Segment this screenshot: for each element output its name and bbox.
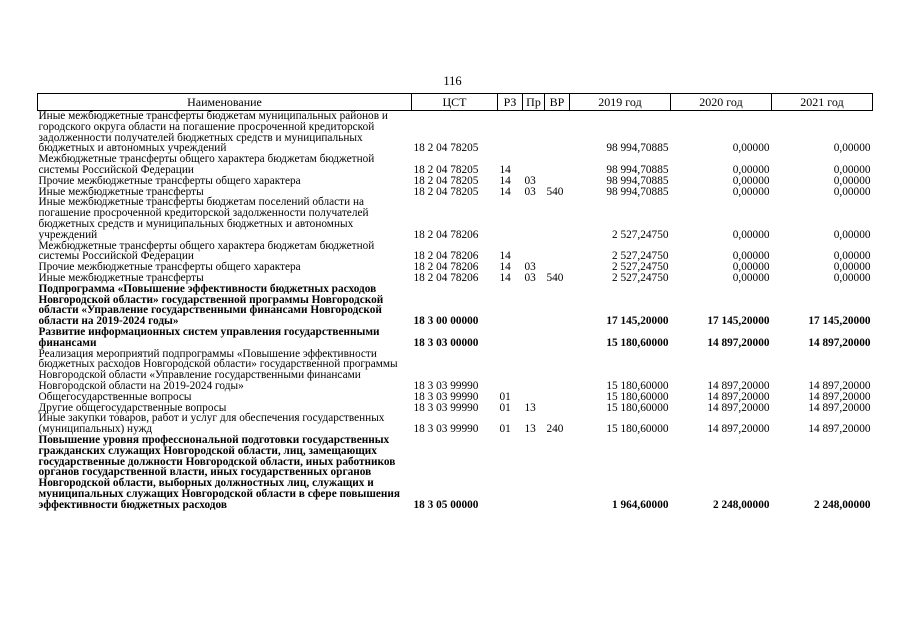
value-2020-cell: 17 145,20000 <box>707 315 770 328</box>
value-2019-cell: 2 527,24750 <box>612 261 669 274</box>
rz-cell <box>498 327 523 349</box>
cst-cell: 18 3 05 00000 <box>413 498 479 511</box>
vr-cell: 240 <box>546 423 564 436</box>
cst-cell: 18 3 03 99990 <box>413 401 479 414</box>
value-2020-cell: 0,00000 <box>732 250 770 263</box>
pr-cell <box>523 241 545 263</box>
value-2021-cell: 17 145,20000 <box>808 315 871 328</box>
header-2019: 2019 год <box>570 94 671 111</box>
cst-cell: 18 2 04 78205 <box>413 142 479 155</box>
value-2019-cell: 15 180,60000 <box>606 379 669 392</box>
value-2019-cell: 2 527,24750 <box>612 228 669 241</box>
name-cell: Прочие межбюджетные трансферты общего характера <box>38 261 301 274</box>
vr-cell: 540 <box>546 185 564 198</box>
vr-cell <box>545 327 570 349</box>
table-header-row <box>38 94 873 111</box>
cst-cell: 18 2 04 78205 <box>413 185 479 198</box>
table-row <box>38 111 873 155</box>
value-2019-cell: 15 180,60000 <box>606 423 669 436</box>
value-2019-cell: 98 994,70885 <box>606 174 669 187</box>
value-2021-cell: 14 897,20000 <box>808 336 871 349</box>
table-row <box>38 176 873 187</box>
table-body <box>38 111 873 511</box>
name-cell: Иные межбюджетные трансферты бюджетам поселений области на погашение просроченной кредиторской задолженности получателей бюджетных средств и муниципальных бюджетных и автономных учреждений <box>38 196 369 241</box>
value-2020-cell: 0,00000 <box>732 163 770 176</box>
value-2020-cell: 0,00000 <box>732 261 770 274</box>
cst-cell: 18 2 04 78206 <box>413 228 479 241</box>
rz-cell: 14 <box>499 261 511 274</box>
cst-cell: 18 2 04 78205 <box>413 174 479 187</box>
pr-cell <box>523 111 545 155</box>
value-2020-cell: 0,00000 <box>732 271 770 284</box>
pr-cell <box>523 154 545 176</box>
value-2020-cell: 0,00000 <box>732 142 770 155</box>
rz-cell: 14 <box>499 174 511 187</box>
name-cell: Общегосударственные вопросы <box>38 390 192 403</box>
value-2021-cell: 0,00000 <box>833 185 871 198</box>
table-row <box>38 413 873 435</box>
pr-cell <box>523 284 545 327</box>
value-2020-cell: 14 897,20000 <box>707 401 770 414</box>
table-row <box>38 241 873 263</box>
vr-cell <box>545 154 570 176</box>
pr-cell <box>523 392 545 403</box>
vr-cell <box>545 197 570 240</box>
pr-cell <box>523 349 545 392</box>
name-cell: Иные закупки товаров, работ и услуг для обеспечения государственных (муниципальных) нужд <box>38 412 385 436</box>
value-2021-cell: 14 897,20000 <box>808 401 871 414</box>
value-2021-cell: 0,00000 <box>833 250 871 263</box>
name-cell: Повышение уровня профессиональной подготовки государственных гражданских служащих Новгородской области, лиц, замещающих государственные должности Новгородской области, иных работников органов государственной власти, иных государственных органов Новгородской области, выборных должностных лиц, служащих и муниципальных служащих Новгородской области в сфере повышения эффективности бюджетных расходов <box>38 433 401 511</box>
cst-cell: 18 2 04 78206 <box>413 271 479 284</box>
vr-cell <box>545 435 570 511</box>
vr-cell: 540 <box>546 271 564 284</box>
vr-cell <box>545 284 570 327</box>
rz-cell <box>498 284 523 327</box>
table-row <box>38 349 873 392</box>
table-row <box>38 197 873 240</box>
value-2020-cell: 14 897,20000 <box>707 336 770 349</box>
header-pr: Пр <box>523 94 545 111</box>
rz-cell: 01 <box>499 390 511 403</box>
value-2019-cell: 98 994,70885 <box>606 163 669 176</box>
header-2020: 2020 год <box>671 94 772 111</box>
name-cell: Межбюджетные трансферты общего характера бюджетам бюджетной системы Российской Федерации <box>38 153 375 176</box>
page-number: 116 <box>443 74 462 88</box>
rz-cell <box>498 349 523 392</box>
vr-cell <box>545 111 570 155</box>
pr-cell: 03 <box>524 174 536 187</box>
rz-cell <box>498 111 523 155</box>
name-cell: Реализация мероприятий подпрограммы «Повышение эффективности бюджетных расходов Новгородской области» государственной программы Новгородской области «Управление государственными финансами Новгородской области на 2019-2024 годы» <box>38 347 398 392</box>
table-row <box>38 392 873 403</box>
value-2019-cell: 17 145,20000 <box>606 315 669 328</box>
value-2021-cell: 0,00000 <box>833 261 871 274</box>
value-2019-cell: 15 180,60000 <box>606 401 669 414</box>
rz-cell: 14 <box>499 163 511 176</box>
name-cell: Иные межбюджетные трансферты <box>38 271 204 284</box>
value-2021-cell: 0,00000 <box>833 174 871 187</box>
header-rz: РЗ <box>498 94 523 111</box>
rz-cell <box>498 197 523 240</box>
value-2021-cell: 14 897,20000 <box>808 390 871 403</box>
value-2020-cell: 0,00000 <box>732 185 770 198</box>
value-2020-cell: 2 248,00000 <box>713 498 770 511</box>
value-2019-cell: 15 180,60000 <box>606 390 669 403</box>
cst-cell: 18 2 04 78206 <box>413 261 479 274</box>
value-2020-cell: 14 897,20000 <box>707 390 770 403</box>
cst-cell: 18 3 03 99990 <box>413 379 479 392</box>
rz-cell: 01 <box>499 423 511 436</box>
value-2020-cell: 0,00000 <box>732 174 770 187</box>
value-2019-cell: 98 994,70885 <box>606 185 669 198</box>
vr-cell <box>545 349 570 392</box>
table-row <box>38 327 873 349</box>
rz-cell: 14 <box>499 185 511 198</box>
value-2021-cell: 0,00000 <box>833 228 871 241</box>
table-row <box>38 284 873 327</box>
rz-cell <box>498 435 523 511</box>
cst-cell: 18 3 03 99990 <box>413 423 479 436</box>
value-2020-cell: 14 897,20000 <box>707 423 770 436</box>
vr-cell <box>545 241 570 263</box>
value-2021-cell: 14 897,20000 <box>808 423 871 436</box>
value-2021-cell: 2 248,00000 <box>814 498 871 511</box>
table-row <box>38 154 873 176</box>
pr-cell: 13 <box>524 423 536 436</box>
header-name: Наименование <box>38 94 412 111</box>
name-cell: Иные межбюджетные трансферты бюджетам муниципальных районов и городского округа области на погашение просроченной кредиторской задолженности получателей бюджетных средств и муниципальных бюджетных и автономных учреждений <box>38 110 388 155</box>
rz-cell: 14 <box>499 250 511 263</box>
rz-cell: 14 <box>499 271 511 284</box>
cst-cell: 18 2 04 78205 <box>413 163 479 176</box>
value-2021-cell: 0,00000 <box>833 271 871 284</box>
cst-cell: 18 2 04 78206 <box>413 250 479 263</box>
pr-cell: 03 <box>524 185 536 198</box>
name-cell: Развитие информационных систем управления государственными финансами <box>38 325 380 349</box>
cst-cell: 18 3 03 00000 <box>413 336 479 349</box>
pr-cell: 13 <box>524 401 536 414</box>
value-2021-cell: 0,00000 <box>833 142 871 155</box>
value-2020-cell: 14 897,20000 <box>707 379 770 392</box>
header-cst: ЦСТ <box>412 94 498 111</box>
name-cell: Иные межбюджетные трансферты <box>38 185 204 198</box>
pr-cell <box>523 435 545 511</box>
value-2019-cell: 15 180,60000 <box>606 336 669 349</box>
vr-cell <box>545 392 570 403</box>
budget-table <box>37 93 873 510</box>
vr-cell <box>545 176 570 187</box>
pr-cell <box>523 327 545 349</box>
pr-cell: 03 <box>524 271 536 284</box>
cst-cell: 18 3 03 99990 <box>413 390 479 403</box>
name-cell: Прочие межбюджетные трансферты общего характера <box>38 174 301 187</box>
value-2020-cell: 0,00000 <box>732 228 770 241</box>
value-2021-cell: 14 897,20000 <box>808 379 871 392</box>
pr-cell <box>523 197 545 240</box>
cst-cell: 18 3 00 00000 <box>413 315 479 328</box>
pr-cell: 03 <box>524 261 536 274</box>
header-2021: 2021 год <box>772 94 873 111</box>
name-cell: Другие общегосударственные вопросы <box>38 401 227 414</box>
value-2019-cell: 2 527,24750 <box>612 271 669 284</box>
header-vr: ВР <box>545 94 570 111</box>
name-cell: Межбюджетные трансферты общего характера бюджетам бюджетной системы Российской Федерации <box>38 239 375 263</box>
value-2019-cell: 2 527,24750 <box>612 250 669 263</box>
table-row <box>38 435 873 511</box>
value-2019-cell: 98 994,70885 <box>606 142 669 155</box>
value-2021-cell: 0,00000 <box>833 163 871 176</box>
rz-cell: 01 <box>499 401 511 414</box>
vr-cell <box>545 403 570 414</box>
name-cell: Подпрограмма «Повышение эффективности бюджетных расходов Новгородской области» государственной программы Новгородской области «Управление государственными финансами Новгородской области на 2019-2024 годы» <box>38 282 384 328</box>
value-2019-cell: 1 964,60000 <box>612 498 669 511</box>
